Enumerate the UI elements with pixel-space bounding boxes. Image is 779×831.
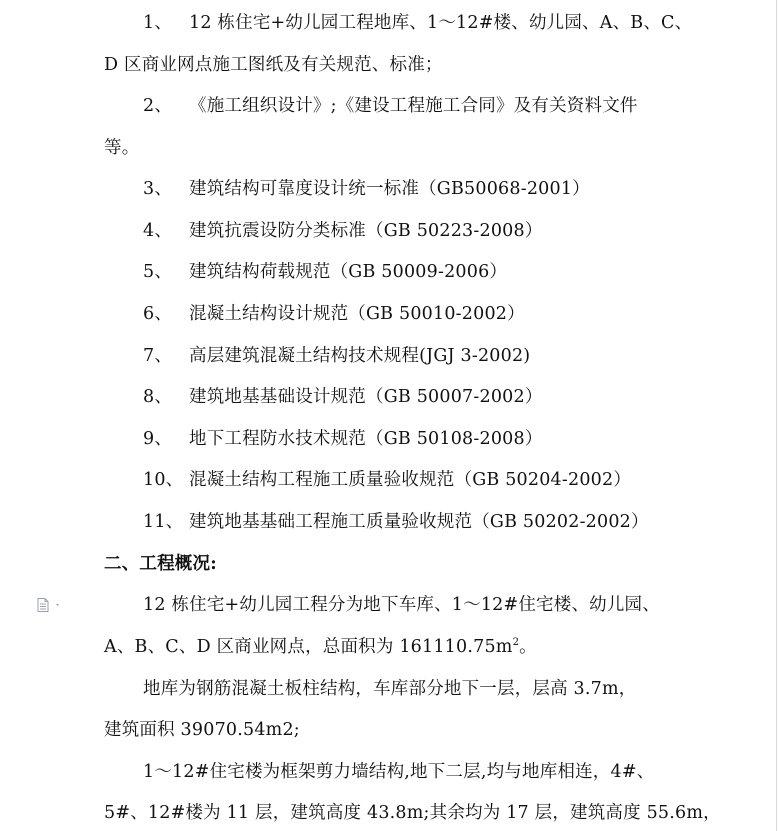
paragraph-punctuation: 。: [519, 637, 537, 657]
list-item: [143, 11, 692, 35]
list-item-text: 混凝土结构工程施工质量验收规范（GB 50204-2002）: [189, 470, 632, 490]
page-edge-divider: [776, 0, 777, 831]
list-item-text: 12 栋住宅+幼儿园工程地库、1～12#楼、幼儿园、A、B、C、: [189, 13, 693, 33]
list-item: [143, 344, 530, 368]
list-item: [143, 427, 543, 451]
paragraph-line: 地库为钢筋混凝土板柱结构，车库部分地下一层，层高 3.7m，: [143, 679, 637, 699]
list-item-text: 建筑地基基础设计规范（GB 50007-2002）: [189, 387, 543, 407]
list-item-continuation: D 区商业网点施工图纸及有关规范、标准；: [104, 55, 443, 75]
list-item-text: 建筑抗震设防分类标准（GB 50223-2008）: [189, 221, 543, 241]
list-item: [143, 94, 638, 118]
list-item: [143, 260, 507, 284]
list-item-continuation: 等。: [104, 138, 140, 158]
list-item-number: 7、: [143, 346, 173, 366]
list-item-number: 9、: [143, 429, 173, 449]
list-item-text: 建筑结构可靠度设计统一标准（GB50068-2001）: [189, 179, 590, 199]
list-item-number: 1、: [143, 13, 173, 33]
list-item-number: 8、: [143, 387, 173, 407]
list-item-number: 2、: [143, 96, 173, 116]
list-item: [143, 177, 590, 201]
list-item-number: 6、: [143, 304, 173, 324]
section-heading: 二、工程概况:: [104, 554, 217, 574]
list-item: [143, 468, 631, 492]
list-item-number: 5、: [143, 262, 173, 282]
superscript: 2: [512, 637, 520, 649]
paragraph-line: 5#、12#楼为 11 层，建筑高度 43.8m;其余均为 17 层，建筑高度 55.6m，: [104, 803, 721, 823]
list-item-text: 地下工程防水技术规范（GB 50108-2008）: [189, 429, 543, 449]
list-item-text: 混凝土结构设计规范（GB 50010-2002）: [189, 304, 525, 324]
list-item: [143, 385, 543, 409]
list-item-text: 建筑地基基础工程施工质量验收规范（GB 50202-2002）: [189, 512, 649, 532]
list-item-number: 4、: [143, 221, 173, 241]
paragraph-line: 建筑面积 39070.54m2;: [104, 720, 300, 740]
list-item-number: 11、: [143, 512, 184, 532]
document-paragraph-icon[interactable]: [37, 597, 63, 611]
list-item-text: 《施工组织设计》;《建设工程施工合同》及有关资料文件: [189, 96, 638, 116]
list-item-number: 10、: [143, 470, 184, 490]
paragraph-line: 1～12#住宅楼为框架剪力墙结构,地下二层,均与地库相连，4#、: [143, 762, 655, 782]
paragraph-line: 12 栋住宅+幼儿园工程分为地下车库、1～12#住宅楼、幼儿园、: [143, 595, 660, 615]
list-item-text: 建筑结构荷载规范（GB 50009-2006）: [189, 262, 508, 282]
list-item-number: 3、: [143, 179, 173, 199]
paragraph-text: A、B、C、D 区商业网点，总面积为 161110.75m: [104, 637, 513, 657]
paragraph-line: [104, 635, 537, 659]
list-item: [143, 510, 649, 534]
list-item-text: 高层建筑混凝土结构技术规程(JGJ 3-2002): [189, 346, 531, 366]
list-item: [143, 219, 543, 243]
list-item: [143, 302, 525, 326]
